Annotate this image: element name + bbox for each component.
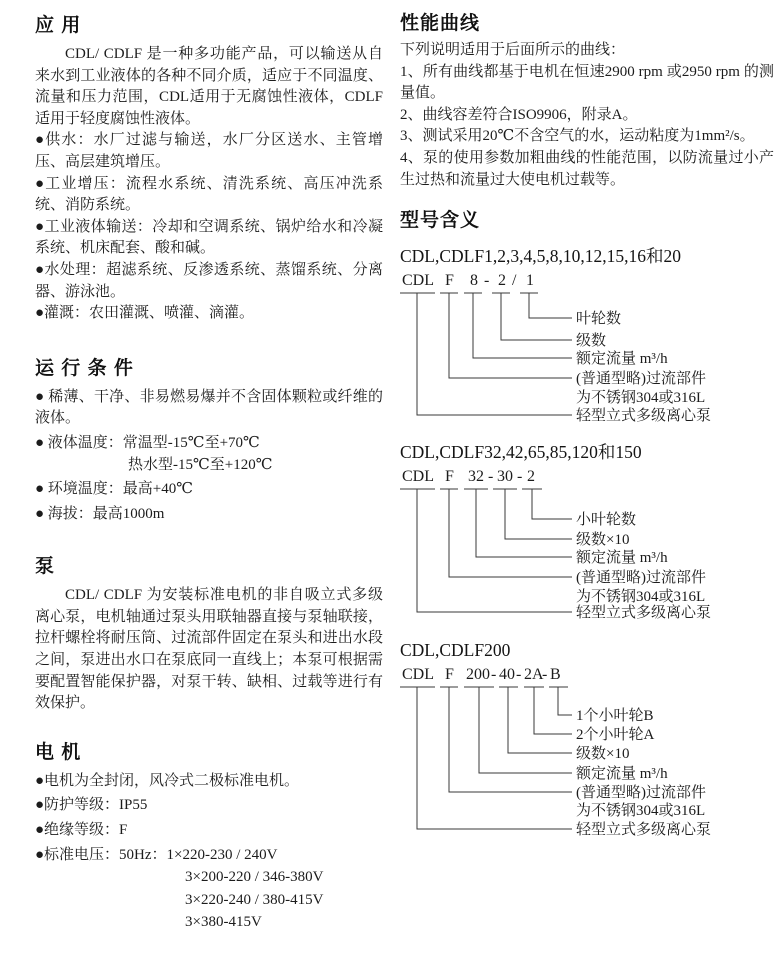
code-token: - bbox=[542, 666, 548, 684]
code-token: F bbox=[445, 468, 454, 486]
model-code-labels bbox=[576, 707, 711, 838]
code-token: CDL bbox=[402, 272, 434, 290]
code-token: B bbox=[550, 666, 561, 684]
connector-lines bbox=[400, 687, 572, 829]
operating-item-hot-water-temp: 热水型-15℃至+120℃ bbox=[128, 456, 273, 473]
motor-item-standard-voltage: ●标准电压：50Hz：1×220-230 / 240V bbox=[35, 846, 278, 863]
curves-note-2: 2、曲线容差符合ISO9906，附录A。 bbox=[400, 106, 638, 123]
operating-item-ambient-temp: ● 环境温度：最高+40℃ bbox=[35, 481, 194, 498]
section-title-pump: 泵 bbox=[35, 556, 56, 578]
application-item-irrigation: ●灌溉：农田灌溉、喷灌、滴灌。 bbox=[35, 305, 255, 322]
operating-item-liquid: ● 稀薄、干净、非易燃易爆并不含固体颗粒或纤维的液体。 bbox=[35, 388, 383, 427]
code-token: 200 bbox=[466, 666, 490, 684]
diagram-label-material-1: (普通型略)过流部件 bbox=[576, 371, 706, 388]
code-token: - bbox=[484, 272, 490, 290]
diagram-label-material-1: (普通型略)过流部件 bbox=[576, 785, 706, 802]
diagram-label-pump-type: 轻型立式多级离心泵 bbox=[576, 605, 712, 622]
model-code-diagram-3 bbox=[400, 665, 772, 845]
operating-item-liquid-temp: ● 液体温度：常温型-15℃至+70℃ bbox=[35, 434, 260, 451]
diagram-label-pump-type: 轻型立式多级离心泵 bbox=[576, 822, 712, 839]
section-title-application: 应 用 bbox=[35, 15, 82, 36]
pump-description: CDL/ CDLF 为安装标准电机的非自吸立式多级离心泵，电机轴通过泵头用联轴器直接与泵轴联接，拉杆螺栓将耐压筒、过流部件固定在泵头和进出水段之间，泵进出水口在泵底同一直线上；本泵可根据需要配置智能保护器，对泵干转、缺相、过载等进行有效保护。 bbox=[35, 587, 383, 712]
model-code-diagram-2 bbox=[400, 467, 772, 627]
section-title-operating-conditions: 运 行 条 件 bbox=[35, 357, 134, 379]
code-token: 1 bbox=[526, 272, 534, 290]
diagram-label-rated-flow: 额定流量 m³/h bbox=[576, 550, 668, 567]
code-token: / bbox=[512, 272, 517, 290]
diagram-label-small-impellers: 小叶轮数 bbox=[576, 512, 637, 529]
model-code-labels bbox=[576, 511, 711, 621]
diagram-label-stages-x10: 级数×10 bbox=[576, 746, 630, 763]
motor-voltage-option: 3×200-220 / 346-380V bbox=[185, 869, 324, 886]
model-code-labels bbox=[576, 310, 711, 424]
code-token: 8 bbox=[470, 272, 478, 290]
diagram-label-material-2: 为不锈钢304或316L bbox=[576, 589, 706, 606]
motor-item-insulation-class: ●绝缘等级：F bbox=[35, 822, 128, 839]
model-code-tokens bbox=[402, 468, 535, 485]
motor-item-protection-class: ●防护等级：IP55 bbox=[35, 797, 148, 814]
model-series-title-3: CDL,CDLF200 bbox=[400, 640, 511, 661]
diagram-label-stages-x10: 级数×10 bbox=[576, 532, 630, 549]
diagram-label-stages: 级数 bbox=[576, 333, 607, 350]
code-token: 2 bbox=[498, 272, 506, 290]
model-code-tokens bbox=[402, 272, 534, 289]
motor-voltage-option: 3×380-415V bbox=[185, 914, 262, 931]
diagram-label-rated-flow: 额定流量 m³/h bbox=[576, 766, 668, 783]
curves-note-4: 4、泵的使用参数加粗曲线的性能范围，以防流量过小产生过热和流量过大使电机过载等。 bbox=[400, 149, 774, 188]
left-column bbox=[35, 0, 383, 934]
application-item-industrial-boost: ●工业增压：流程水系统、清洗系统、高压冲洗系统、消防系统。 bbox=[35, 175, 383, 214]
diagram-label-two-small-impellers-a: 2个小叶轮A bbox=[576, 727, 655, 744]
model-code-diagram-1 bbox=[400, 271, 772, 429]
application-item-water-supply: ●供水：水厂过滤与输送，水厂分区送水、主管增压、高层建筑增压。 bbox=[35, 132, 383, 170]
section-title-motor: 电 机 bbox=[35, 741, 82, 763]
curves-intro: 下列说明适用于后面所示的曲线： bbox=[400, 42, 626, 58]
connector-lines bbox=[400, 293, 572, 415]
model-series-title-1: CDL,CDLF1,2,3,4,5,8,10,12,15,16和20 bbox=[400, 246, 681, 267]
operating-item-altitude: ● 海拔：最高1000m bbox=[35, 505, 165, 522]
code-token: F bbox=[445, 272, 454, 290]
curves-note-3: 3、测试采用20℃不含空气的水，运动粘度为1mm²/s。 bbox=[400, 128, 755, 145]
right-column bbox=[400, 0, 774, 845]
code-token: 30 bbox=[497, 468, 513, 486]
diagram-label-rated-flow: 额定流量 m³/h bbox=[576, 351, 668, 368]
diagram-label-material-2: 为不锈钢304或316L bbox=[576, 390, 706, 407]
motor-voltage-option: 3×220-240 / 380-415V bbox=[185, 891, 324, 908]
code-token: CDL bbox=[402, 666, 434, 684]
code-token: - bbox=[491, 666, 497, 684]
curves-note-1: 1、所有曲线都基于电机在恒速2900 rpm 或2950 rpm 的测量值。 bbox=[400, 63, 774, 102]
application-intro: CDL/ CDLF 是一种多功能产品，可以输送从自来水到工业液体的各种不同介质，适应于不同温度、流量和压力范围，CDL适用于无腐蚀性液体，CDLF适用于轻度腐蚀性液体。 bbox=[35, 46, 383, 127]
code-token: - bbox=[516, 666, 522, 684]
motor-item-enclosure: ●电机为全封闭，风冷式二极标准电机。 bbox=[35, 772, 300, 789]
section-title-performance-curves: 性能曲线 bbox=[400, 13, 481, 34]
diagram-label-material-2: 为不锈钢304或316L bbox=[576, 803, 706, 820]
diagram-label-pump-type: 轻型立式多级离心泵 bbox=[576, 408, 712, 425]
code-token: 32 bbox=[468, 468, 484, 486]
code-token: - bbox=[517, 468, 523, 486]
model-code-tokens bbox=[402, 666, 561, 683]
diagram-label-impellers: 叶轮数 bbox=[576, 311, 622, 328]
diagram-label-material-1: (普通型略)过流部件 bbox=[576, 570, 706, 587]
section-title-model-designation: 型号含义 bbox=[400, 210, 481, 232]
application-item-water-treatment: ●水处理：超滤系统、反渗透系统、蒸馏系统、分离器、游泳池。 bbox=[35, 261, 383, 300]
code-token: 2A bbox=[524, 666, 544, 684]
code-token: CDL bbox=[402, 468, 434, 486]
connector-lines bbox=[400, 489, 572, 612]
code-token: F bbox=[445, 666, 454, 684]
model-series-title-2: CDL,CDLF32,42,65,85,120和150 bbox=[400, 442, 642, 463]
diagram-label-one-small-impeller-b: 1个小叶轮B bbox=[576, 708, 654, 725]
code-token: 40 bbox=[499, 666, 515, 684]
code-token: 2 bbox=[527, 468, 535, 486]
code-token: - bbox=[488, 468, 494, 486]
application-item-liquid-transfer: ●工业液体输送：冷却和空调系统、锅炉给水和冷凝系统、机床配套、酸和碱。 bbox=[35, 218, 383, 257]
